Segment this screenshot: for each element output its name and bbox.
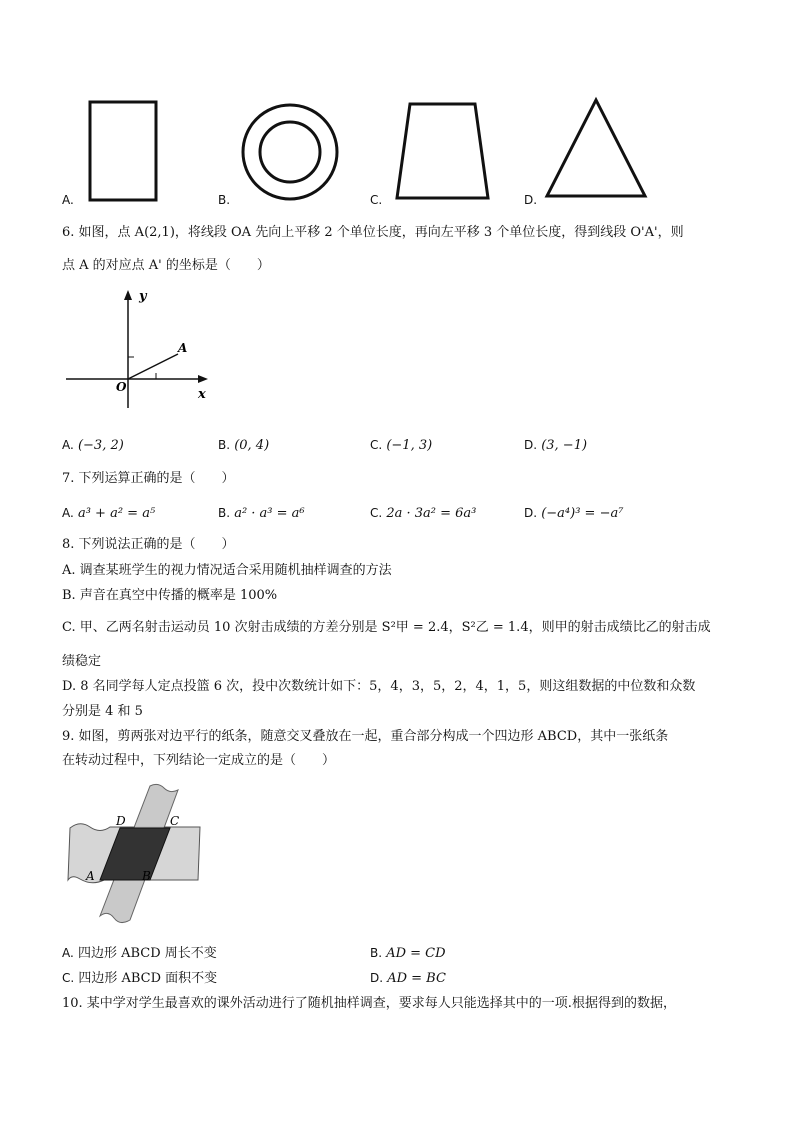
q8-stem: 8. 下列说法正确的是（ ） <box>62 537 235 552</box>
q9-option-c-text: 四边形 ABCD 面积不变 <box>78 971 218 986</box>
q7-option-d: D. (−a⁴)³ = −a⁷ <box>524 506 624 521</box>
q5-option-a-label: A. <box>62 193 74 207</box>
q5-option-b-label: B. <box>218 193 231 207</box>
q9-point-a-label: A <box>86 869 95 883</box>
q9-option-a-text: 四边形 ABCD 周长不变 <box>77 946 217 961</box>
rectangle-shape <box>90 102 156 200</box>
q7-option-b: B. a² · a³ = a⁶ <box>218 506 305 521</box>
q6-origin-label: O <box>116 380 127 394</box>
q7-option-a-text: a³ + a² = a⁵ <box>77 506 156 521</box>
inner-circle-shape <box>260 122 320 182</box>
trapezoid-shape <box>397 104 488 198</box>
q9-option-d: D. AD = BC <box>370 971 446 986</box>
q6-text: 如图，点 A(2,1)，将线段 OA 先向上平移 2 个单位长度，再向左平移 3 个单位长度，得到线段 O'A'，则 <box>78 225 684 240</box>
q8-option-c-line2: 绩稳定 <box>62 654 102 669</box>
q8-option-b: B. 声音在真空中传播的概率是 100% <box>62 588 278 603</box>
q9-paper-strips-figure <box>62 780 212 925</box>
q6-option-c-text: (−1, 3) <box>386 438 433 453</box>
q9-line2: 在转动过程中，下列结论一定成立的是（ ） <box>62 753 336 768</box>
q9-point-c-label: C <box>170 814 180 828</box>
q6-x-axis-label: x <box>198 387 206 402</box>
q9-line1: 9. 如图，剪两张对边平行的纸条，随意交叉叠放在一起，重合部分构成一个四边形 ABCD，其中一张纸条 <box>62 729 669 744</box>
q9-option-a: A. 四边形 ABCD 周长不变 <box>62 946 217 961</box>
q6-line1 <box>62 224 684 242</box>
q6-option-a-text: (−3, 2) <box>77 438 124 453</box>
q9-option-c: C. 四边形 ABCD 面积不变 <box>62 971 218 986</box>
q10-line1: 10. 某中学对学生最喜欢的课外活动进行了随机抽样调查，要求每人只能选择其中的一项.根据得到的数据， <box>62 996 676 1011</box>
q5-option-c-label: C. <box>370 193 383 207</box>
q7-option-d-text: (−a⁴)³ = −a⁷ <box>541 506 624 521</box>
q6-option-d-text: (3, −1) <box>541 438 588 453</box>
q7-option-a: A. a³ + a² = a⁵ <box>62 506 156 521</box>
q8-option-a: A. 调查某班学生的视力情况适合采用随机抽样调查的方法 <box>62 563 392 578</box>
q6-number: 6. <box>62 225 75 240</box>
q7-option-c-text: 2a · 3a² = 6a³ <box>386 506 477 521</box>
triangle-shape <box>547 100 645 196</box>
q9-point-d-label: D <box>116 814 126 828</box>
q6-y-axis-label: y <box>139 289 147 304</box>
q6-coordinate-figure <box>62 284 222 414</box>
q8-option-c-line1: C. 甲、乙两名射击运动员 10 次射击成绩的方差分别是 S²甲 = 2.4，S²乙 = 1.4，则甲的射击成绩比乙的射击成 <box>62 620 711 635</box>
q9-option-b: B. AD = CD <box>370 946 446 961</box>
q6-option-d: D. (3, −1) <box>524 438 588 453</box>
q7-option-b-text: a² · a³ = a⁶ <box>234 506 305 521</box>
q7-option-c: C. 2a · 3a² = 6a³ <box>370 506 477 521</box>
q7-stem: 7. 下列运算正确的是（ ） <box>62 471 235 486</box>
q9-option-b-text: AD = CD <box>386 946 446 961</box>
q8-option-d-line1: D. 8 名同学每人定点投篮 6 次，投中次数统计如下：5，4，3，5，2，4，1，5，则这组数据的中位数和众数 <box>62 679 696 694</box>
outer-circle-shape <box>243 105 337 199</box>
q8-option-d-line2: 分别是 4 和 5 <box>62 704 143 719</box>
q6-line2: 点 A 的对应点 A' 的坐标是（ ） <box>62 258 270 273</box>
q9-option-d-text: AD = BC <box>387 971 446 986</box>
q6-option-b-text: (0, 4) <box>234 438 270 453</box>
q5-option-d-label: D. <box>524 193 538 207</box>
q9-point-b-label: B <box>142 869 151 883</box>
q6-option-a: A. (−3, 2) <box>62 438 124 453</box>
q6-point-a-label: A <box>178 341 188 355</box>
q6-option-c: C. (−1, 3) <box>370 438 433 453</box>
q6-option-b: B. (0, 4) <box>218 438 270 453</box>
